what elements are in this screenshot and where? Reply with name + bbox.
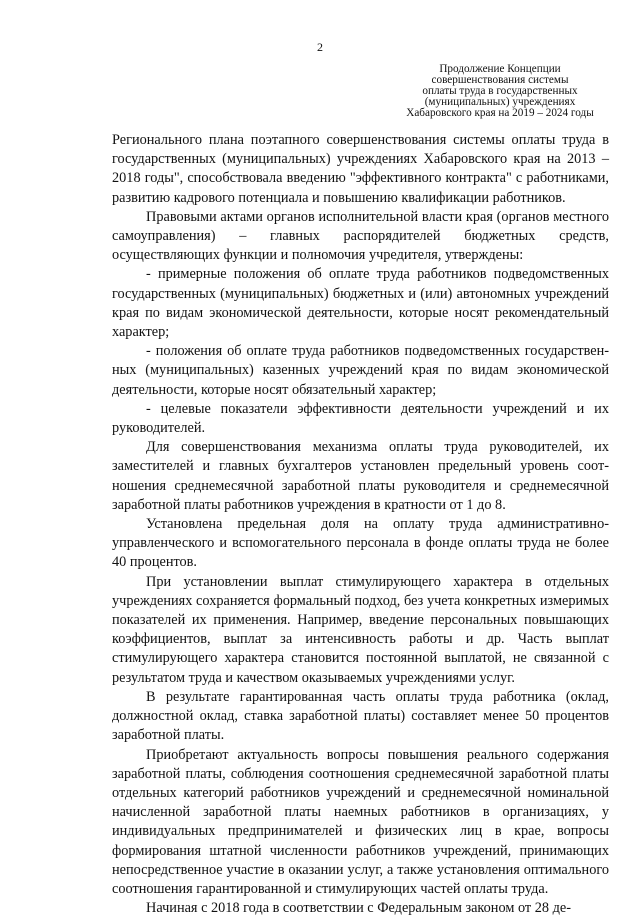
list-item: - положения об оплате труда работников подведомственных государственных (муниципальных) казенных учреждений края по видам экономической деятельности, которые носят обязательный характер; [112,343,609,398]
header-line: (муниципальных) учреждениях [424,96,576,108]
body-paragraph: Установлена предельная доля на оплату труда административно-управленческого и вспомогательного персонала в фонде оплаты труда не более 40 процентов. [112,516,609,571]
body-paragraph: Регионального плана поэтапного совершенствования системы оплаты труда в государственных (муниципальных) учреждениях Хабаровского края на 2013 – 2018 годы", способствовала введению "эффективного контракта" с работниками, развитию кадрового потенциала и повышению квалификации работников. [112,132,609,206]
document-body [112,131,609,918]
body-paragraph: Для совершенствования механизма оплаты труда руководителей, их заместителей и главных бухгалтеров установлен предельный уровень соотношения среднемесячной заработной платы руководителя и среднемесячной заработной платы работников учреждения в кратности от 1 до 8. [112,439,609,513]
body-paragraph: При установлении выплат стимулирующего характера в отдельных учреждениях сохраняется формальный подход, без учета конкретных измеримых показателей их применения. Например, введение персональных повышающих коэффициентов, выплат за интенсивность работы и др. Часть выплат стимулирующего характера становится постоянной выплатой, не связанной с результатом труда и качеством оказываемых учреждениями услуг. [112,573,609,686]
body-paragraph: Правовыми актами органов исполнительной власти края (органов местного самоуправления) – главных распорядителей бюджетных средств, осуществляющих функции и полномочия учредителя, утверждены: [112,208,609,264]
page-number: 2 [317,40,323,54]
document-header [388,64,612,119]
header-line: Хабаровского края на 2019 – 2024 годы [406,107,594,119]
header-line: совершенствования системы [431,74,569,86]
body-paragraph: В результате гарантированная часть оплаты труда работника (оклад, должностной оклад, ставка заработной платы) составляет менее 50 процентов заработной платы. [112,688,609,744]
body-paragraph: Начиная с 2018 года в соответствии с Федеральным законом от 28 де- [146,900,571,917]
list-item: - целевые показатели эффективности деятельности учреждений и их руководителей. [112,400,609,437]
body-paragraph: Приобретают актуальность вопросы повышения реального содержания заработной платы, соблюдения соотношения среднемесячной заработной платы отдельных категорий работников учреждений и среднемесячной номинальной начисленной заработной платы наемных работников в организациях, у индивидуальных предпринимателей и физических лиц в крае, вопросы формирования штатной численности работников учреждений, принимающих непосредственное участие в оказании услуг, а также установления оптимального соотношения гарантированной и стимулирующих частей оплаты труда. [112,746,609,897]
header-line: оплаты труда в государственных [422,85,578,97]
list-item: - примерные положения об оплате труда работников подведомственных государственных (муниципальных) бюджетных и (или) автономных учреждений края по видам экономической деятельности, которые носят рекомендательный характер; [112,266,609,341]
header-line: Продолжение Концепции [439,63,561,75]
